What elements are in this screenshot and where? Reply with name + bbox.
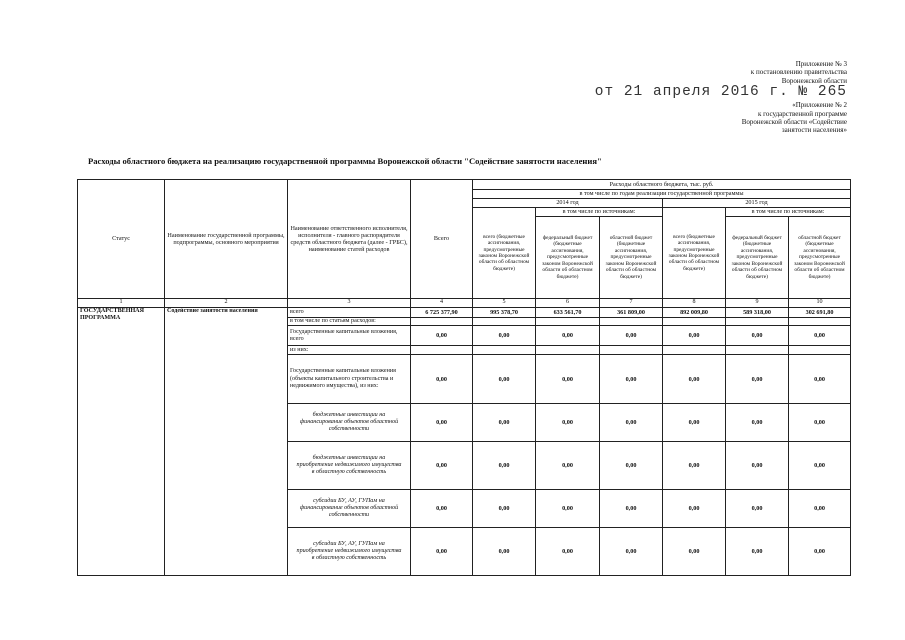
row-value: 0,00 bbox=[726, 326, 789, 346]
header-2014-all: всего (бюджетные ассигнования, предусмотренные законом Воронежской области об областном бюджете) bbox=[473, 208, 536, 299]
header-2015-federal: федеральный бюджет (бюджетные ассигнования, предусмотренные законом Воронежской области об областном бюджете) bbox=[726, 217, 789, 299]
row-total-value: 0,00 bbox=[411, 490, 473, 528]
row-value: 0,00 bbox=[726, 404, 789, 442]
header-year-2014: 2014 год bbox=[473, 199, 663, 208]
approval-stamp bbox=[595, 60, 847, 135]
header-status: Статус bbox=[78, 180, 165, 299]
row-total-value: 0,00 bbox=[411, 404, 473, 442]
program-status: ГОСУДАРСТВЕННАЯ ПРОГРАММА bbox=[78, 308, 165, 576]
row-value: 589 318,00 bbox=[726, 308, 789, 318]
row-label: Государственные капитальные вложения (объекты капитального строительства и недвижимого имущества), из них: bbox=[288, 355, 411, 404]
row-value: 0,00 bbox=[726, 490, 789, 528]
row-value: 0,00 bbox=[789, 326, 851, 346]
row-value: 0,00 bbox=[600, 528, 663, 576]
row-value: 0,00 bbox=[789, 490, 851, 528]
header-2014-sources: в том числе по источникам: bbox=[536, 208, 663, 217]
stamp-line-7: занятости населения» bbox=[781, 126, 847, 135]
row-value: 0,00 bbox=[789, 528, 851, 576]
stamp-line-5: к государственной программе bbox=[758, 109, 847, 118]
row-value: 0,00 bbox=[726, 355, 789, 404]
row-value: 0,00 bbox=[663, 528, 726, 576]
col-number: 2 bbox=[165, 299, 288, 308]
row-label: из них: bbox=[288, 346, 411, 355]
row-value: 0,00 bbox=[726, 528, 789, 576]
header-name: Наименование государственной программы, подпрограммы, основного мероприятия bbox=[165, 180, 288, 299]
row-value: 0,00 bbox=[536, 355, 600, 404]
row-value: 0,00 bbox=[789, 355, 851, 404]
row-label: бюджетные инвестиции на финансирование объектов областной собственности bbox=[288, 404, 411, 442]
row-value: 0,00 bbox=[663, 404, 726, 442]
stamp-line-6: Воронежской области «Содействие bbox=[741, 118, 847, 127]
header-2014-regional: областной бюджет (бюджетные ассигнования, предусмотренные законом Воронежской области об областном бюджете) bbox=[600, 217, 663, 299]
header-total: Всего bbox=[411, 180, 473, 299]
row-label: субсидии БУ, АУ, ГУПам на финансирование объектов областной собственности bbox=[288, 490, 411, 528]
header-executor: Наименование ответственного исполнителя, исполнителя - главного распорядителя средств областного бюджета (далее - ГРБС), наименование статей расходов bbox=[288, 180, 411, 299]
row-value: 0,00 bbox=[789, 404, 851, 442]
row-label: субсидии БУ, АУ, ГУПам на приобретение недвижимого имущества в областную собственность bbox=[288, 528, 411, 576]
header-2015-regional: областной бюджет (бюджетные ассигнования, предусмотренные законом Воронежской области об областном бюджете) bbox=[789, 217, 851, 299]
row-value: 0,00 bbox=[536, 490, 600, 528]
column-numbers-row bbox=[78, 299, 851, 308]
row-value: 0,00 bbox=[473, 442, 536, 490]
row-value: 0,00 bbox=[473, 528, 536, 576]
stamp-line-4: «Приложение № 2 bbox=[792, 101, 847, 110]
row-value: 995 378,70 bbox=[473, 308, 536, 318]
row-value: 892 009,80 bbox=[663, 308, 726, 318]
row-label: бюджетные инвестиции на приобретение недвижимого имущества в областную собственность bbox=[288, 442, 411, 490]
header-year-2015: 2015 год bbox=[663, 199, 851, 208]
row-value: 0,00 bbox=[473, 355, 536, 404]
row-value: 361 809,00 bbox=[600, 308, 663, 318]
row-total-value: 0,00 bbox=[411, 528, 473, 576]
col-number: 4 bbox=[411, 299, 473, 308]
stamp-line-2: к постановлению правительства bbox=[750, 68, 847, 77]
table-row bbox=[78, 308, 851, 318]
row-value: 0,00 bbox=[663, 355, 726, 404]
row-total-value: 0,00 bbox=[411, 442, 473, 490]
row-value: 0,00 bbox=[600, 404, 663, 442]
row-value: 0,00 bbox=[473, 326, 536, 346]
row-value: 302 691,80 bbox=[789, 308, 851, 318]
col-number: 1 bbox=[78, 299, 165, 308]
row-value: 0,00 bbox=[473, 490, 536, 528]
col-number: 10 bbox=[789, 299, 851, 308]
row-value: 0,00 bbox=[600, 442, 663, 490]
row-value: 0,00 bbox=[726, 442, 789, 490]
expenses-table bbox=[77, 179, 851, 576]
header-2014-federal: федеральный бюджет (бюджетные ассигнования, предусмотренные законом Воронежской области об областном бюджете) bbox=[536, 217, 600, 299]
col-number: 8 bbox=[663, 299, 726, 308]
row-label: Государственные капитальные вложения, всего bbox=[288, 326, 411, 346]
row-value: 0,00 bbox=[536, 326, 600, 346]
row-total-value: 0,00 bbox=[411, 326, 473, 346]
stamp-date-line: от 21 апреля 2016 г. № 265 bbox=[594, 84, 847, 101]
col-number: 6 bbox=[536, 299, 600, 308]
row-label: в том числе по статьям расходов: bbox=[288, 318, 411, 326]
col-number: 5 bbox=[473, 299, 536, 308]
header-2015-all: всего (бюджетные ассигнования, предусмотренные законом Воронежской области об областном бюджете) bbox=[663, 208, 726, 299]
row-total-value: 0,00 bbox=[411, 355, 473, 404]
row-value: 0,00 bbox=[536, 442, 600, 490]
col-number: 7 bbox=[600, 299, 663, 308]
header-budget: Расходы областного бюджета, тыс. руб. bbox=[473, 180, 851, 190]
row-value: 0,00 bbox=[536, 404, 600, 442]
row-value: 0,00 bbox=[600, 490, 663, 528]
row-value: 0,00 bbox=[663, 442, 726, 490]
row-total-value: 6 725 377,90 bbox=[411, 308, 473, 318]
col-number: 3 bbox=[288, 299, 411, 308]
header-2015-sources: в том числе по источникам: bbox=[726, 208, 851, 217]
row-value: 0,00 bbox=[536, 528, 600, 576]
row-value: 0,00 bbox=[663, 490, 726, 528]
col-number: 9 bbox=[726, 299, 789, 308]
row-value: 0,00 bbox=[473, 404, 536, 442]
row-value: 0,00 bbox=[600, 355, 663, 404]
row-value: 633 561,70 bbox=[536, 308, 600, 318]
stamp-line-1: Приложение № 3 bbox=[795, 60, 847, 68]
header-by-years: в том числе по годам реализации государственной программы bbox=[473, 190, 851, 199]
row-value: 0,00 bbox=[663, 326, 726, 346]
row-value: 0,00 bbox=[789, 442, 851, 490]
stamp-line-3: Воронежской области bbox=[781, 76, 847, 85]
row-value: 0,00 bbox=[600, 326, 663, 346]
program-name: Содействие занятости населения bbox=[165, 308, 288, 576]
row-label: всего bbox=[288, 308, 411, 318]
document-title: Расходы областного бюджета на реализацию государственной программы Воронежской области "Содействие занятости населения" bbox=[88, 156, 602, 166]
